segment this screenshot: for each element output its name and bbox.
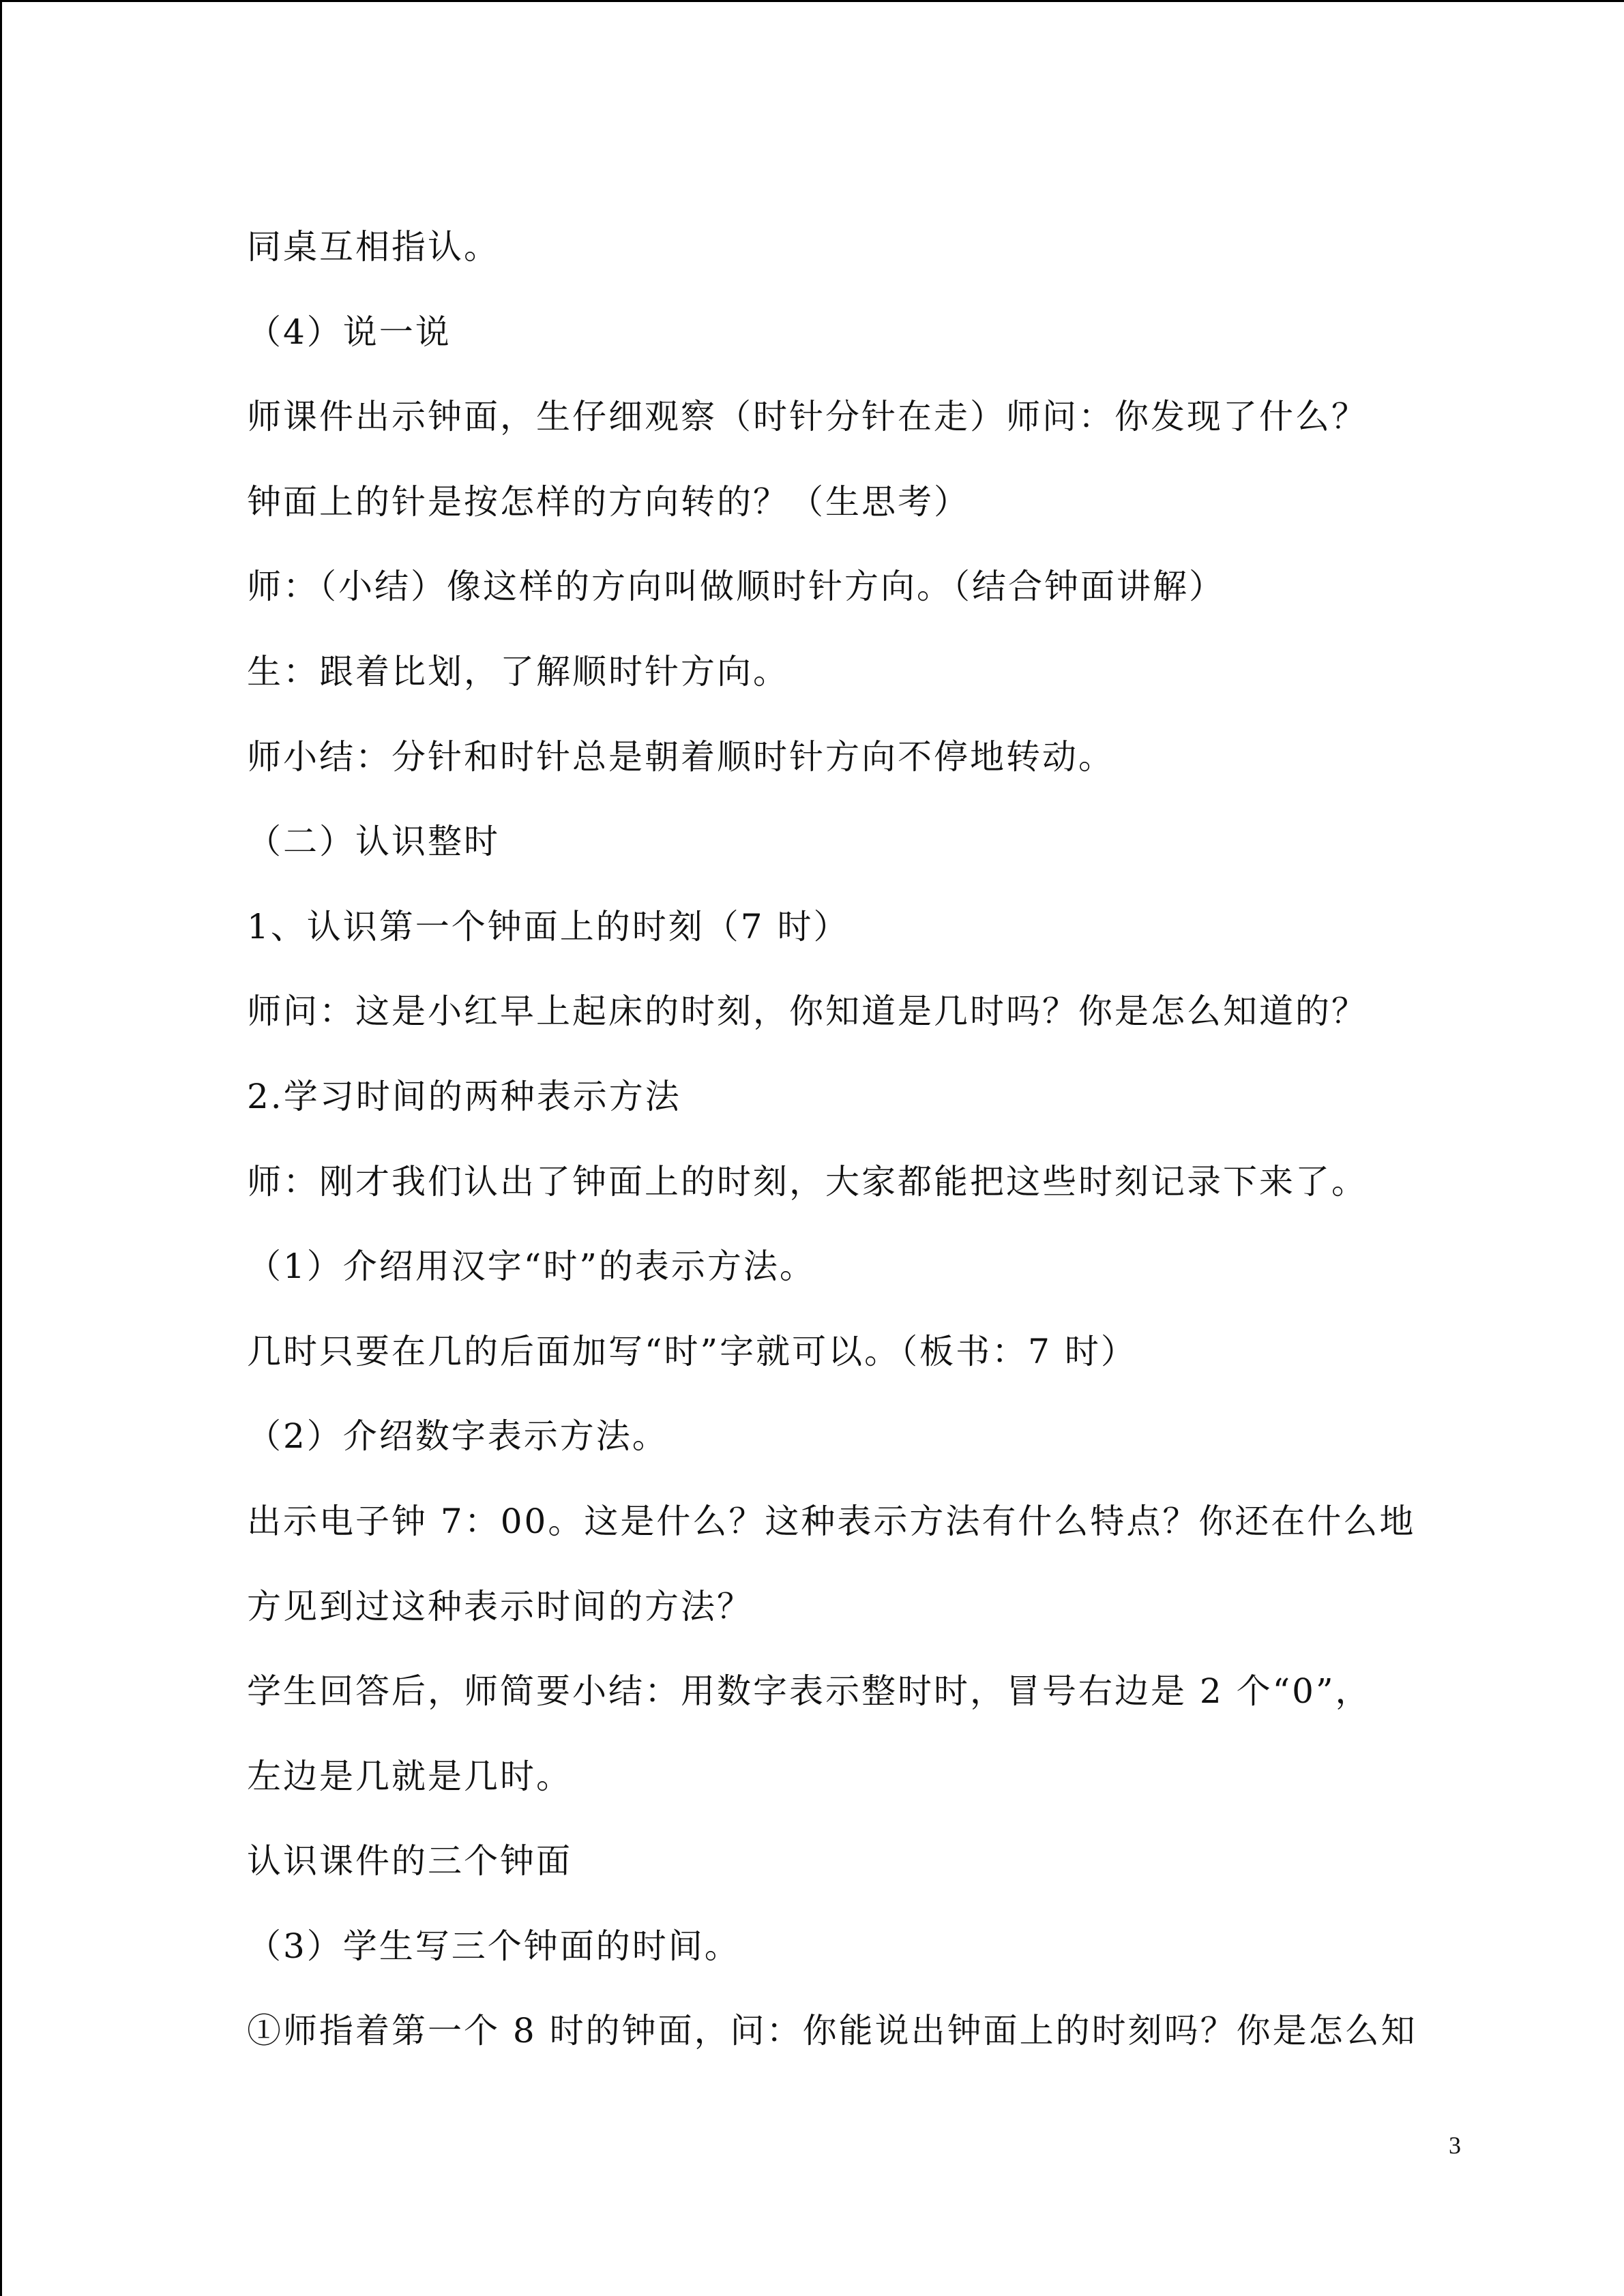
- text-line: （1）介绍用汉字“时”的表示方法。: [247, 1247, 816, 1287]
- text-line: 钟面上的针是按怎样的方向转的？（生思考）: [247, 481, 970, 522]
- text-line: （2）介绍数字表示方法。: [247, 1416, 668, 1457]
- text-line: （4）说一说: [247, 312, 452, 352]
- text-line: 学生回答后，师简要小结：用数字表示整时时，冒号右边是 2 个“0”，: [247, 1671, 1372, 1712]
- text-line: 1、认识第一个钟面上的时刻（7 时）: [247, 906, 850, 946]
- text-line: 师问：这是小红早上起床的时刻，你知道是几时吗？你是怎么知道的？: [247, 992, 1368, 1032]
- text-line: 师小结：分针和时针总是朝着顺时针方向不停地转动。: [247, 736, 1114, 777]
- text-line: 师：刚才我们认出了钟面上的时刻，大家都能把这些时刻记录下来了。: [247, 1161, 1368, 1202]
- section-heading: （二）认识整时: [247, 822, 500, 862]
- page-number: 3: [1449, 2132, 1461, 2159]
- document-body: [247, 205, 1488, 2074]
- text-line: 认识课件的三个钟面: [247, 1841, 572, 1881]
- text-line: 师：（小结）像这样的方向叫做顺时针方向。（结合钟面讲解）: [247, 567, 1225, 607]
- text-line: 2.学习时间的两种表示方法: [247, 1076, 681, 1116]
- text-line: （3）学生写三个钟面的时间。: [247, 1926, 741, 1966]
- text-line: 师课件出示钟面，生仔细观察（时针分针在走）师问：你发现了什么？: [247, 397, 1368, 437]
- text-line: ①师指着第一个 8 时的钟面，问：你能说出钟面上的时刻吗？你是怎么知: [247, 2011, 1417, 2051]
- text-line: 同桌互相指认。: [247, 227, 500, 267]
- text-line: 左边是几就是几时。: [247, 1756, 572, 1796]
- text-line: 方见到过这种表示时间的方法？: [247, 1586, 753, 1626]
- text-line: 几时只要在几的后面加写“时”字就可以。（板书：7 时）: [247, 1331, 1137, 1371]
- text-line: 出示电子钟 7：00。这是什么？这种表示方法有什么特点？你还在什么地: [247, 1501, 1416, 1541]
- text-line: 生：跟着比划，了解顺时针方向。: [247, 651, 789, 691]
